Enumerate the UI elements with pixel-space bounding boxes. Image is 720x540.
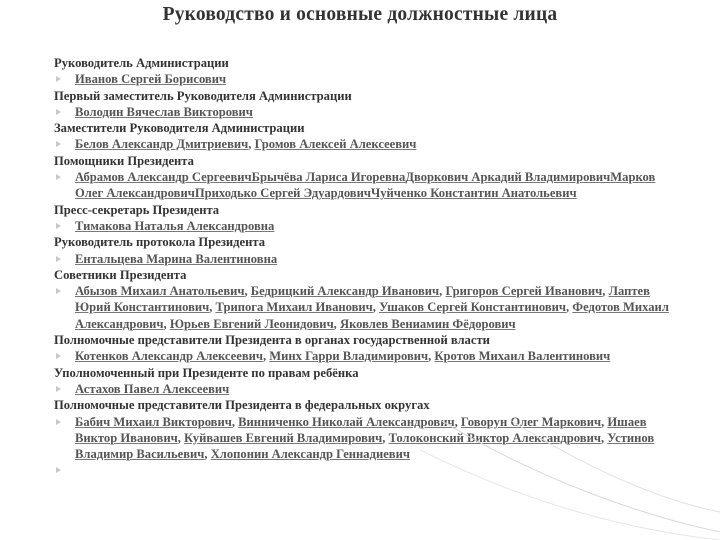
person-link[interactable]: Ишаев Виктор Иванович	[75, 414, 647, 445]
people-list	[54, 381, 684, 397]
people-list	[54, 104, 684, 120]
section-heading: Помощники Президента	[54, 153, 194, 168]
section-heading: Пресс-секретарь Президента	[54, 202, 220, 217]
person-link[interactable]: Котенков Александр Алексеевич	[75, 349, 263, 364]
people-list: Белов Александр Дмитриевич, Громов Алексей Алексеевич	[54, 136, 684, 152]
person-link[interactable]: Устинов Владимир Васильевич	[75, 430, 655, 462]
people-list	[54, 218, 684, 234]
people-list: Котенков Александр Алексеевич, Минх Гарри Владимирович, Кротов Михаил Валентинович	[54, 348, 684, 364]
person-link[interactable]: Григоров Сергей Иванович	[445, 284, 603, 299]
person-link[interactable]: Яковлев Вениамин Фёдорович	[339, 316, 516, 331]
people-list: Бабич Михаил Викторович, Винниченко Николай Александрович, Говорун Олег Маркович, Ишаев Виктор Иванович, Куйвашев Евгений Владимирович, Толоконский Виктор Александрович, Устинов Владимир Васильевич, Хлопонин Александр Геннадиевич	[54, 414, 684, 463]
person-link[interactable]: Кротов Михаил Валентинович	[434, 349, 611, 364]
person-link[interactable]: Брычёва Лариса Игоревна	[251, 170, 406, 185]
section-heading: Полномочные представители Президента в федеральных округах	[54, 398, 430, 413]
person-link[interactable]: Ентальцева Марина Валентиновна	[75, 251, 278, 266]
leadership-list	[54, 55, 684, 478]
section-heading: Полномочные представители Президента в органах государственной власти	[54, 333, 490, 348]
people-list	[54, 71, 684, 87]
page-title: Руководство и основные должностные лица	[162, 4, 558, 25]
person-link[interactable]: Володин Вячеслав Викторович	[75, 104, 253, 119]
person-link[interactable]: Бабич Михаил Викторович	[75, 414, 232, 429]
person-link[interactable]: Белов Александр Дмитриевич	[75, 137, 249, 152]
person-link[interactable]: Астахов Павел Алексеевич	[75, 381, 230, 396]
person-link[interactable]: Толоконский Виктор Александрович	[388, 430, 601, 445]
person-link[interactable]: Куйвашев Евгений Владимирович	[183, 430, 383, 445]
person-link[interactable]: Абызов Михаил Анатольевич	[75, 284, 245, 299]
people-list: Абызов Михаил Анатольевич, Бедрицкий Александр Иванович, Григоров Сергей Иванович, Лаптев Юрий Константинович, Трипога Михаил Иванович, Ушаков Сергей Константинович, Федотов Михаил Александрович, Юрьев Евгений Леонидович, Яковлев Вениамин Фёдорович	[54, 283, 684, 332]
person-link[interactable]: Чуйченко Константин Анатольевич	[370, 186, 577, 201]
people-list	[54, 169, 684, 202]
person-link[interactable]: Юрьев Евгений Леонидович	[169, 316, 334, 331]
section-heading: Уполномоченный при Президенте по правам ребёнка	[54, 365, 359, 380]
person-link[interactable]: Иванов Сергей Борисович	[75, 72, 227, 87]
section-heading: Руководитель протокола Президента	[54, 235, 265, 250]
person-link[interactable]: Приходько Сергей Эдуардович	[194, 186, 371, 201]
empty-bullet	[54, 462, 684, 478]
people-list	[54, 251, 684, 267]
person-link[interactable]: Хлопонин Александр Геннадиевич	[210, 447, 410, 462]
person-link[interactable]: Минх Гарри Владимирович	[269, 349, 429, 364]
section-heading: Первый заместитель Руководителя Администрации	[54, 88, 352, 103]
person-link[interactable]: Федотов Михаил Александрович	[75, 300, 669, 331]
section-heading: Советники Президента	[54, 267, 187, 282]
person-link[interactable]: Бедрицкий Александр Иванович	[250, 284, 440, 299]
section-heading: Заместители Руководителя Администрации	[54, 121, 305, 136]
person-link[interactable]: Абрамов Александр Сергеевич	[75, 170, 252, 185]
person-link[interactable]: Говорун Олег Маркович	[460, 414, 602, 429]
person-link[interactable]: Лаптев Юрий Константинович	[75, 284, 650, 315]
person-link[interactable]: Дворкович Аркадий Владимирович	[405, 170, 611, 185]
person-link[interactable]: Тимакова Наталья Александровна	[75, 218, 275, 233]
section-heading: Руководитель Администрации	[54, 56, 229, 70]
person-link[interactable]: Трипога Михаил Иванович	[215, 300, 373, 315]
person-link[interactable]: Винниченко Николай Александрович	[238, 414, 455, 429]
person-link[interactable]: Громов Алексей Алексеевич	[254, 137, 417, 152]
person-link[interactable]: Марков Олег Александрович	[75, 170, 656, 201]
person-link[interactable]: Ушаков Сергей Константинович	[379, 300, 566, 315]
